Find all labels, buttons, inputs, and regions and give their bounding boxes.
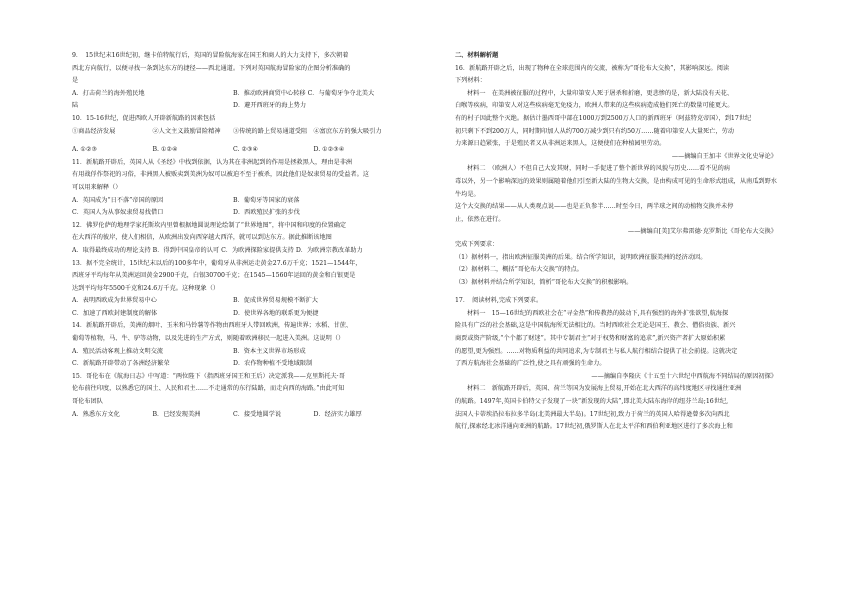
q15-option-d: D．经济实力雄厚 [313,410,362,418]
q16-material-2: 材料二 （欧洲人）不但自己大发其财，同时一手促进了整个新世界的风貌与历史……看不见的病 [467,165,730,173]
q10-item: ①商品经济发展 [72,127,116,135]
q16-material-1: 白喉等疾病，印第安人对这些疾病毫无免疫力，欧洲人带来的这些疾病造成他们死亡的数量可能更大。 [455,102,734,110]
q14-option-a: A．殖民活动客观上推动文明交流 [72,347,164,355]
q16-material-2: 毒以外，另一个影响深远的效果则属随着他们引至新大陆的生物大交换，是由构成可见的生命形式组成，从南瓜到野水牛均是。 [455,177,777,198]
q14-option-d: D．农作物种植不受地域限制 [233,360,313,368]
q17-material-1: 的愿望,更为强烈。……对物质利益的共同追求,为专制君主与私人航行相结合提供了社会前提。这就决定 [455,347,738,355]
q17-source-1: ——摘编自李隆庆《十五至十六世纪中西航海不同结局的原因初探》 [591,372,777,380]
q11-options [72,195,394,208]
q9-line: 是 [72,77,79,85]
q12-line: 在大西洋的彼岸，使人们相信，从欧洲出发向西穿越大西洋，就可以到达东方。据此推断该地图 [72,234,332,242]
q11-line: 11．新航路开辟后，英国人从《圣经》中找到依据，认为其在非洲起到的作用是拯救黑人，理由是非洲 [72,158,353,166]
q15-line: 伦布前往印度，以熟悉它的国土、人民和君主……不走通常的东行陆路，而走向西的海路。”由此可知 [72,385,345,393]
q17-stem: 17． 阅读材料,完成下列要求。 [455,297,543,305]
question-15 [72,371,394,421]
left-column [72,50,394,421]
q16-material-1: 有的村子因此整个灭绝。据估计墨西哥中部在1000万到2500万人口的新西班牙（阿兹特克帝国），到17世纪 [455,114,752,122]
q10-item: ④富庶东方的强大吸引力 [313,127,382,135]
q13-options [72,308,394,321]
q9-option-c-cont: 陆 [72,102,79,110]
q15-options [72,409,394,422]
q16-material-1: 力来源日趋紧张，于是殖民者又从非洲运来黑人，这便使们在种植园里劳动。 [455,140,666,148]
q10-option-c: C. ②③④ [233,146,259,154]
q13-line: 西班牙平均每年从美洲运回黄金2900千克，白银30700千克；在1545—1560年运回的黄金和白银更是 [72,272,356,280]
q15-line: 哥伦布团队 [72,398,103,406]
section-heading: 二、材料解析题 [455,52,499,59]
q11-option-d: D．西欧殖民扩张的步伐 [233,209,300,217]
question-14 [72,320,394,370]
q15-option-b: B．已经发现美洲 [152,410,201,418]
q16-ask-item: （2）据材料二，概括“哥伦布大交换”的特点。 [455,266,583,274]
q9-line: 9． 15世纪末16世纪初，继卡伯特航行后，英国的冒险航海家在国王和商人的大力支持下，多次朝着 [72,52,349,59]
q13-line: 13．据不完全统计，15世纪末以后的100多年中，葡萄牙从非洲运走黄金27.6万千克；1521—1544年， [72,259,362,267]
question-16 [455,63,777,290]
q11-line: 可以用来解释（） [72,183,122,191]
q9-line: 西北方向航行，以便寻找一条到达东方的捷径——西北通道。下列对英国航海冒险家的企图分析准确的 [72,64,351,72]
q17-material-2: 的航路。1497年,英国卡伯特父子发现了一块“新发现的大陆”,即北美大陆东海岸的纽芬兰岛;16世纪, [455,398,729,406]
q17-material-2: 法国人卡蒂埃沿拉布拉多半岛(北美洲最大半岛)。17世纪初,致力于荷兰的英国人哈得逊曾多次向西北 [455,410,730,418]
q16-source-2: ——摘编自[美]艾尔弗雷德·克罗斯比《哥伦布大交换》 [627,228,777,236]
q17-material-1: 材料一 15—16世纪的西欧社会在“寻金热”和传教热的鼓动下,具有强烈的海外扩张欲望,航海探 [467,309,729,317]
q16-line: 16．新航路开辟之后，出现了物种在全球范围内的交流，被称为“哥伦布大交换”，其影响深远。阅读 [455,64,730,72]
q16-ask-item: （3）据材料并结合所学知识，简析“哥伦布大交换”的积极影响。 [455,278,633,286]
q16-source-1: ——摘编自王加丰《世界文化史导论》 [671,152,777,160]
question-12 [72,220,394,258]
question-10 [72,113,394,157]
q11-line: 有用战俘作祭祀的习俗，非洲黑人被贩卖到美洲为奴可以被迫不至于被杀，因此他们是奴隶贸易的受益者。这 [72,171,369,179]
question-13 [72,258,394,321]
q13-option-a: A．表明西欧成为世界贸易中心 [72,297,157,305]
q9-options [72,88,394,101]
q16-ask-item: （1）据材料一，指出欧洲征服美洲的后果。结合所学知识，说明欧洲征服美洲的经济动因。 [455,253,707,261]
q14-options [72,346,394,359]
q10-options [72,144,394,157]
q17-material-1: 险具有广泛的社会基础,这是中国航海所无法相比的。当时西欧社会无论是国王、教会、僧俗贵族、新兴 [455,322,736,330]
q11-option-b: B．葡萄牙等国家的衰落 [233,196,300,204]
right-column [455,50,777,434]
q15-option-a: A．熟悉东方文化 [72,410,120,418]
q14-option-b: B．资本主义世界市场形成 [233,347,306,355]
q11-options [72,207,394,220]
q16-material-2: 止，依然在进行。 [455,215,505,223]
question-9 [72,50,394,113]
q17-material-1: 商贾或资产阶级,“个个都了财迷”。其中专制君主“对于权势和财富的追求”,新兴资产者扩大原始积累 [455,335,726,343]
q16-line: 下列材料： [455,77,486,85]
q10-item: ③传统的路上贸易通道受阻 [233,127,308,135]
q13-option-d: D．使世界各地的联系更为便捷 [233,309,319,317]
q14-options [72,358,394,371]
q14-line: 14．新航路开辟后，美洲的烟叶、玉米和马铃薯等作物由西班牙人带回欧洲，传遍世界；水稻、甘蔗、 [72,322,353,330]
q9-option-d: D．避开西班牙的海上势力 [233,102,307,110]
q14-option-c: C．新航路开辟带动了各洲经济繁荣 [72,360,170,368]
q11-option-c: C．英国人为从事奴隶贸易找借口 [72,209,164,217]
q16-material-1: 初只剩下不到200万人，同时期印加人从约700万减少到只有约50万……随着印第安人大量死亡，劳动 [455,127,734,135]
q17-material-1: 了西方航海社会基础的广泛性,使之具有顽强的生命力。 [455,360,606,368]
q17-material-2: 材料二 新航路开辟后，英国、荷兰等国为发展海上贸易,开始在北大西洋的高纬度地区寻找通往亚洲 [467,385,742,393]
q10-option-a: A. ①②③ [72,146,98,154]
q10-stem: 10．15-16世纪，促进西欧人开辟新航路的因素包括 [72,114,216,122]
question-11 [72,157,394,220]
q10-option-b: B. ①②④ [152,146,178,154]
q15-option-c: C．接受地圆学说 [233,410,282,418]
q11-option-a: A．英国成为“日不落”帝国的原因 [72,196,164,204]
q13-line: 达到平均每年5500千克和24.6万千克。这种现象（） [72,284,220,292]
q12-line: 12．佛罗伦萨的地理学家托斯坎内里曾根据地圆说理论绘制了“世界地图”，将中国和印度的位置确定 [72,221,347,229]
q13-option-b: B．促成世界贸易规模不断扩大 [233,297,318,305]
q16-material-1: 材料一 在美洲被征服的过程中，大量印第安人死于屠杀和折磨，更悲惨的是，新大陆没有天花、 [467,89,734,97]
q9-options [72,100,394,113]
q17-material-2: 航行,探索经北冰洋通向亚洲的航路。17世纪初,俄罗斯人在北太平洋和西伯利亚地区进行了多次海上和 [455,423,733,431]
q9-option-a: A．打击荷兰的海外殖民地 [72,89,145,97]
q16-ask: 完成下列要求： [455,240,499,248]
q14-line: 葡萄等植物，马、牛、驴等动物，以及先进的生产方式，则随着欧洲移民一起进入美洲。这说明（） [72,335,345,343]
question-17 [455,295,777,434]
q13-option-c: C．加速了西欧封建制度的解体 [72,309,158,317]
q10-items [72,126,394,139]
q10-item: ②人文主义鼓励冒险精神 [152,127,221,135]
q9-option-bc: B．推动欧洲商贸中心转移 C．与葡萄牙争夺北美大 [233,89,375,97]
q16-material-2: 这个大交换的结果——从人类观点说——也是正负参半……时至今日，两半球之间的动植物交换并未停 [455,203,734,211]
q13-options [72,295,394,308]
q15-line: 15．哥伦布在《航海日志》中写道：“两位陛下（指西班牙国王和王后）决定派我——克里斯托夫·哥 [72,372,345,380]
q10-option-d: D. ①②③④ [313,146,345,154]
q12-options: A．取得最终成功的理论支持 B．得到中国皇帝的认可 C．为欧洲探险家提供支持 D．为欧洲宗教改革助力 [72,246,363,254]
